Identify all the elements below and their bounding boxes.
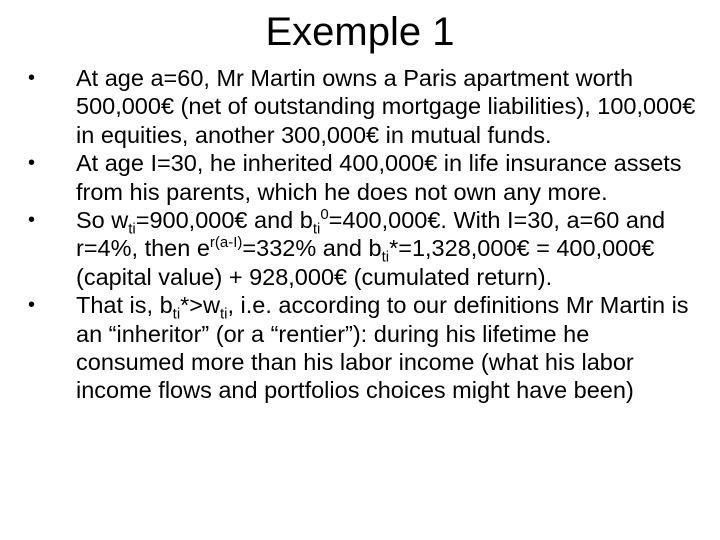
slide-title: Exemple 1 [265, 10, 455, 54]
bullet-text-segment: =400,000€. With I=30, a=60 and r=4%, then e [76, 207, 666, 262]
bullet-text: At age I=30, he inherited 400,000€ in life insurance assets from his parents, which he does not own any more. [76, 150, 682, 205]
bullet-text-segment: *>w [180, 292, 220, 319]
superscript: r(a-I) [209, 234, 243, 252]
bullet-marker: • [28, 209, 36, 232]
subscript: ti [128, 220, 136, 238]
subscript: ti [381, 249, 390, 267]
bullet-item [28, 149, 704, 206]
bullet-text-segment: =900,000€ and b [135, 207, 313, 234]
bullet-marker: • [28, 294, 36, 317]
subscript: ti [312, 220, 321, 238]
bullet-text: At age a=60, Mr Martin owns a Paris apartment worth 500,000€ (net of outstanding mortgage liabilities), 100,000€ in equities, another 300,000€ in mutual funds. [76, 65, 696, 148]
subscript: ti [172, 305, 181, 323]
bullet-list [28, 64, 704, 405]
bullet-text-segment: That is, b [76, 292, 173, 319]
subscript: ti [220, 305, 228, 323]
bullet-marker: • [28, 67, 36, 89]
bullet-item [28, 206, 704, 291]
bullet-text-segment: =332% and b [242, 235, 382, 262]
bullet-text-segment: , i.e. according to our definitions Mr Martin is an “inheritor” (or a “rentier”): during his lifetime he consumed more than his labor income (what his labor income flows and portfolios choices might have been) [76, 292, 689, 404]
bullet-item [28, 291, 704, 405]
bullet-text-segment: So w [76, 207, 129, 234]
superscript: 0 [320, 206, 329, 224]
bullet-text-segment: *=1,328,000€ = 400,000€ (capital value) + 928,000€ (cumulated return). [76, 235, 655, 290]
bullet-marker: • [28, 152, 36, 175]
bullet-item [28, 64, 704, 149]
